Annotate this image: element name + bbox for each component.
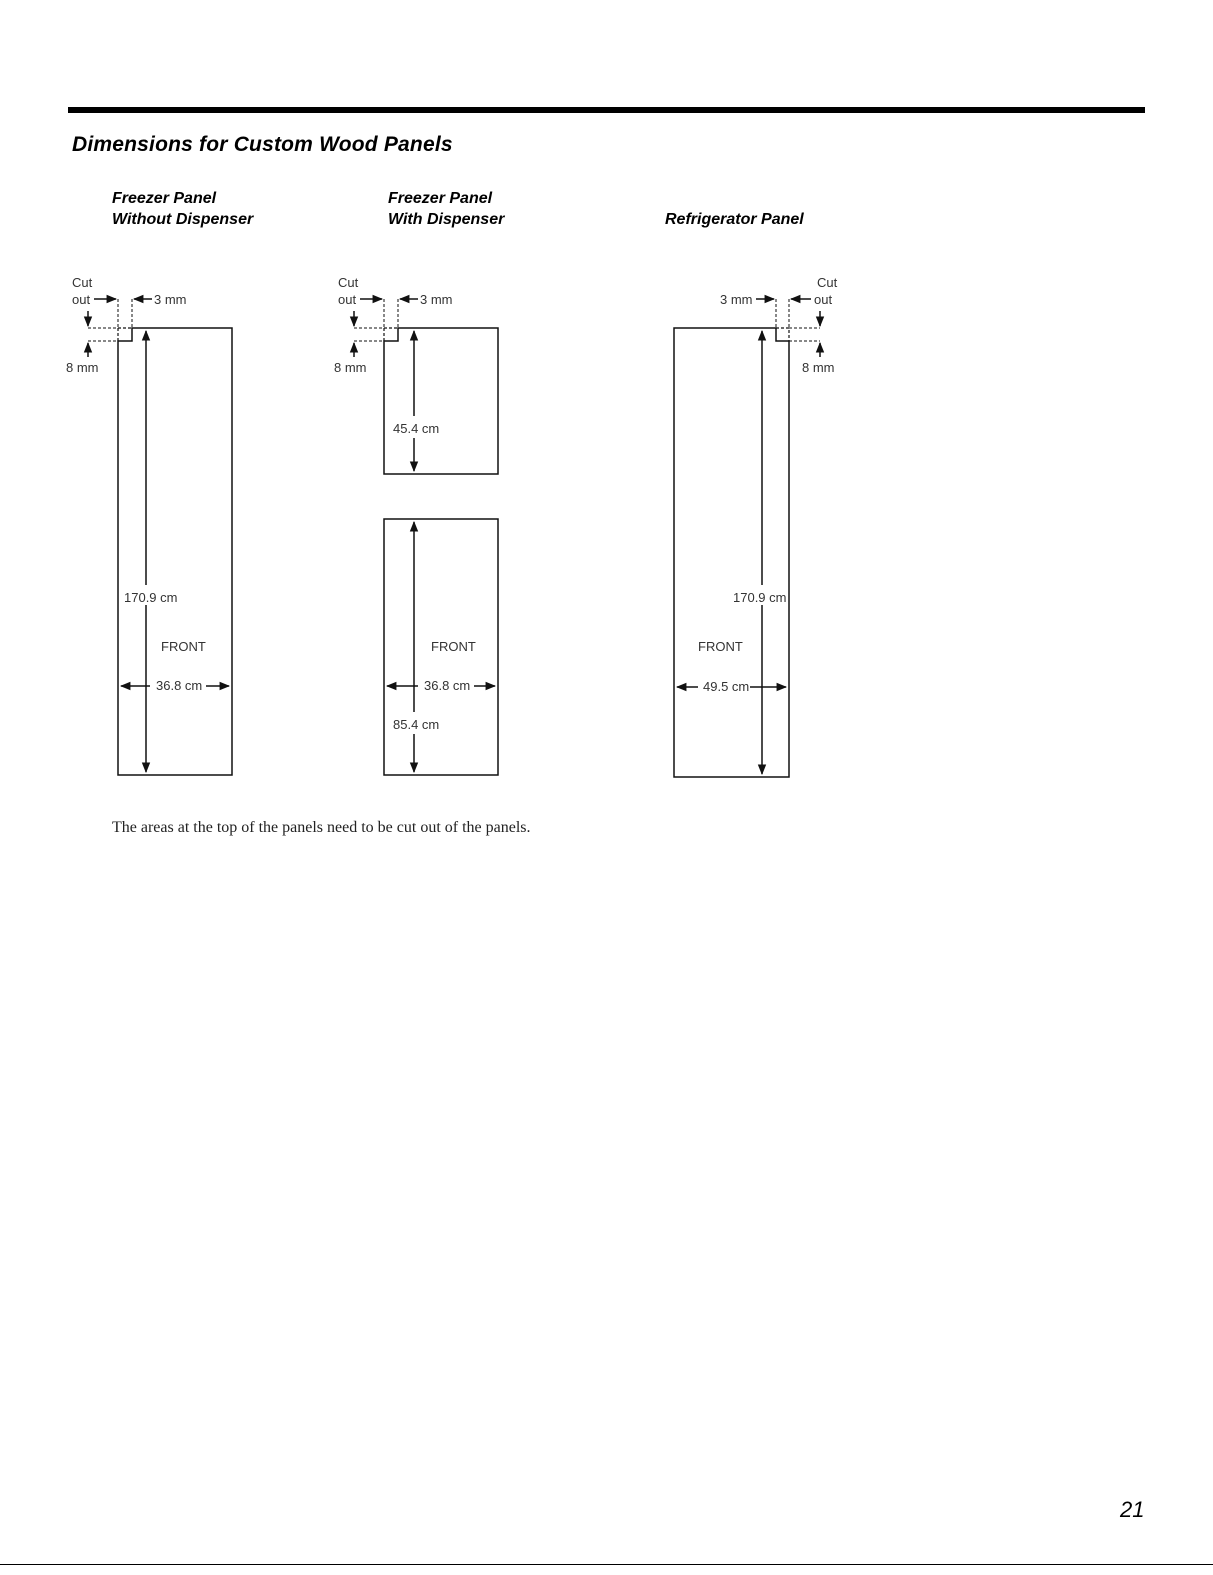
- panel-3-height: 170.9 cm: [733, 590, 787, 605]
- panel-1-width: 36.8 cm: [156, 678, 203, 693]
- panel-3-outline: [674, 328, 789, 777]
- panel-2-diagram: [334, 275, 498, 775]
- page-number: 21: [1120, 1497, 1145, 1522]
- panel-2-out-label: out: [338, 292, 357, 307]
- panel-3-out-label: out: [814, 292, 833, 307]
- panel-3-notch-width: 3 mm: [720, 292, 753, 307]
- panel-1-height: 170.9 cm: [124, 590, 178, 605]
- panel-2-upper-height: 45.4 cm: [393, 421, 440, 436]
- panel-1-notch-width: 3 mm: [154, 292, 187, 307]
- panel-2-front: FRONT: [431, 639, 476, 654]
- panel-2-cutout-dashes: [384, 328, 398, 341]
- panel-1-outline: [118, 328, 232, 775]
- panel-1-title-line2: Without Dispenser: [112, 211, 254, 228]
- panel-2-title-line1: Freezer Panel: [388, 190, 493, 207]
- panel-1-diagram: [66, 275, 232, 775]
- panel-3-cut-label: Cut: [817, 275, 838, 290]
- panel-1-out-label: out: [72, 292, 91, 307]
- bottom-rule: [0, 1564, 1213, 1565]
- panel-2-cut-label: Cut: [338, 275, 359, 290]
- caption: The areas at the top of the panels need to be cut out of the panels.: [112, 819, 531, 836]
- panel-3-notch-height: 8 mm: [802, 360, 835, 375]
- panel-3-front: FRONT: [698, 639, 743, 654]
- page-heading: Dimensions for Custom Wood Panels: [72, 133, 453, 156]
- panel-2-notch-width: 3 mm: [420, 292, 453, 307]
- panel-3-cutout-dashes: [776, 328, 789, 341]
- panel-3-width: 49.5 cm: [703, 679, 750, 694]
- panel-3-diagram: [674, 275, 838, 777]
- panel-1-cutout-dashes: [118, 328, 132, 341]
- panel-2-title-line2: With Dispenser: [388, 211, 505, 228]
- panel-1-notch-height: 8 mm: [66, 360, 99, 375]
- panel-2-lower-height: 85.4 cm: [393, 717, 440, 732]
- panel-2-upper-outline: [384, 328, 498, 474]
- panel-2-width: 36.8 cm: [424, 678, 471, 693]
- panel-1-front: FRONT: [161, 639, 206, 654]
- panel-3-title-line1: Refrigerator Panel: [665, 211, 804, 228]
- panel-1-title-line1: Freezer Panel: [112, 190, 217, 207]
- panel-2-notch-height: 8 mm: [334, 360, 367, 375]
- panel-1-cut-label: Cut: [72, 275, 93, 290]
